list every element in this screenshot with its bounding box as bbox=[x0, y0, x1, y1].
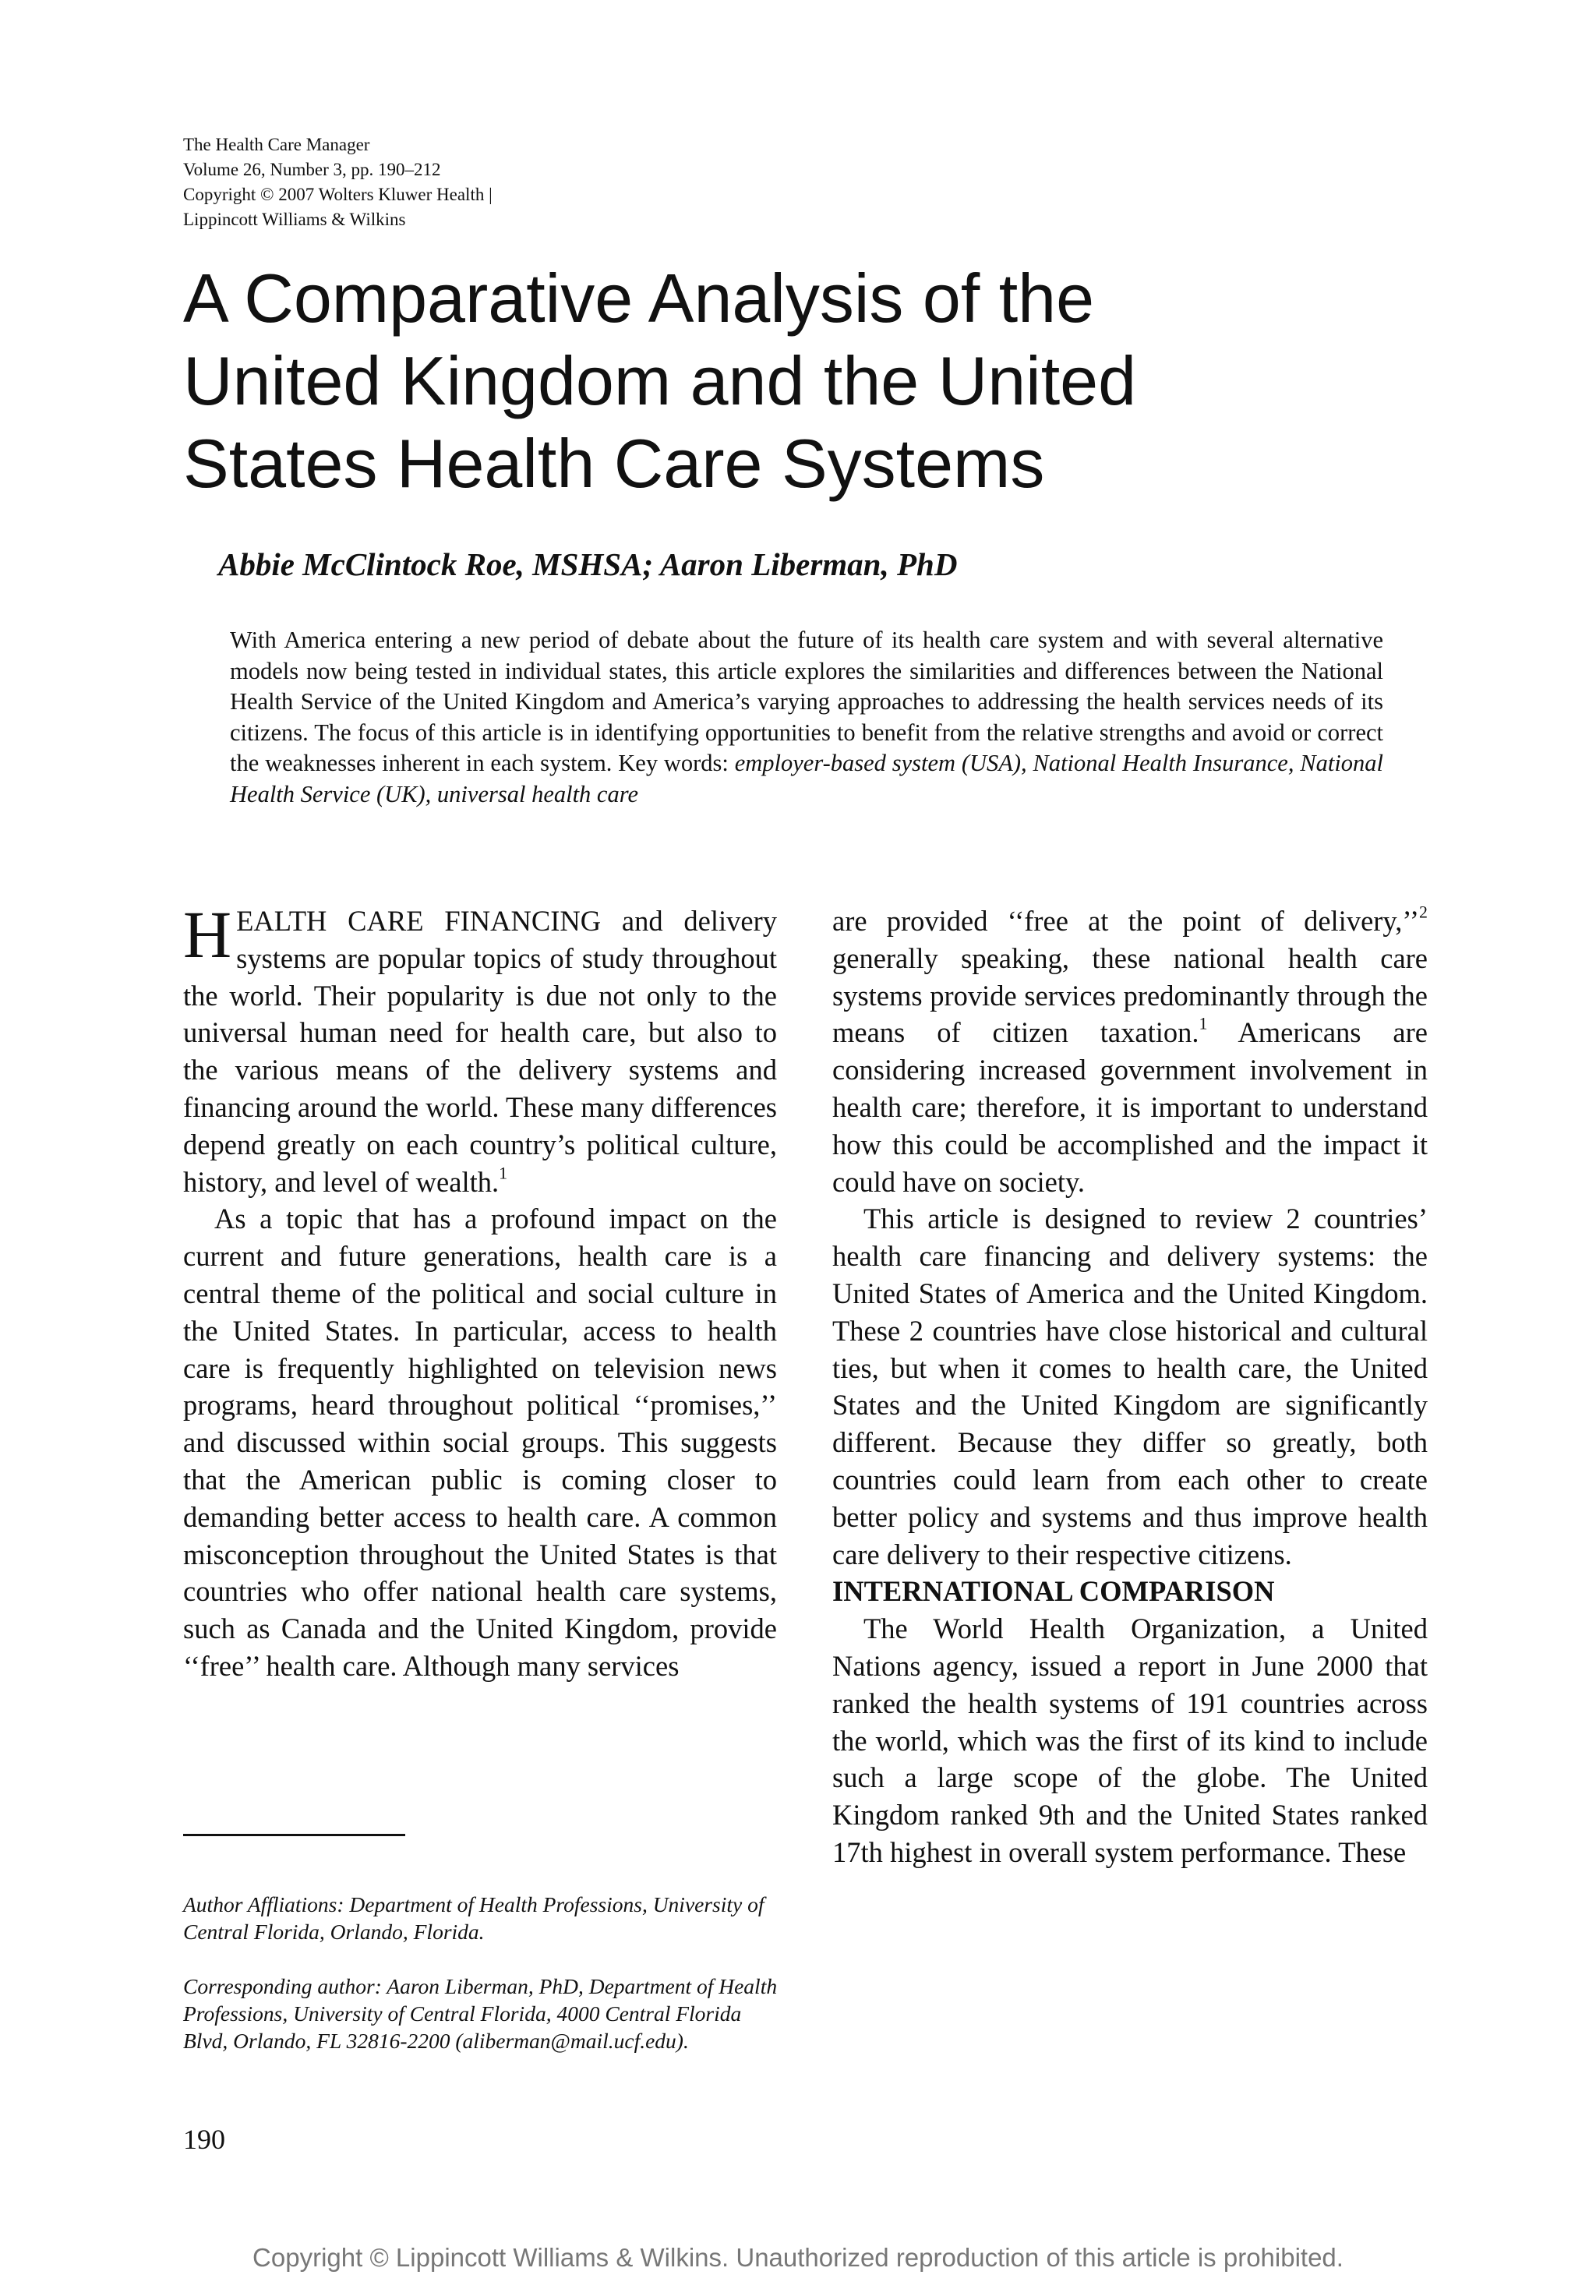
paragraph-5: The World Health Organization, a United Nations agency, issued a report in June 2000 that ranked the health systems of 191 countries across the world, which was the first of its kind to include such a large scope of the globe. The United Kingdom ranked 9th and the United States ranked 17th highest in overall system performance. These bbox=[832, 1612, 1428, 1868]
article-title bbox=[183, 257, 1508, 505]
paragraph-2: As a topic that has a profound impact on the current and future generations, health care is a central theme of the political and social culture in the United States. In particular, access to health care is frequently highlighted on television news programs, heard throughout political ‘‘promises,’’ and discussed within social groups. This suggests that the American public is coming closer to demanding better access to health care. A common misconception throughout the United States is that countries who offer national health care systems, such as Canada and the United Kingdom, provide ‘‘free’’ health care. Although many services bbox=[183, 1203, 777, 1682]
paragraph-intro-text: EALTH CARE FINANCING and delivery systems are popular topics of study throughout the world. Their popularity is due not only to the universal human need for health care, but also to the various means of the delivery systems and financing around the world. These many differences depend greatly on each country’s political culture, history, and level of wealth. bbox=[183, 905, 777, 1198]
journal-copyright: Copyright © 2007 Wolters Kluwer Health | bbox=[183, 185, 493, 204]
footnote-divider bbox=[183, 1834, 405, 1836]
journal-header bbox=[183, 132, 493, 232]
body-column-left bbox=[183, 897, 777, 1685]
citation-ref: 2 bbox=[1419, 902, 1428, 922]
body-column-right bbox=[832, 903, 1428, 1871]
article-authors: Abbie McClintock Roe, MSHSA; Aaron Liberman, PhD bbox=[218, 546, 958, 582]
paragraph-3-text-a: are provided ‘‘free at the point of delivery,’’ bbox=[832, 905, 1420, 937]
paragraph-4: This article is designed to review 2 countries’ health care financing and delivery systems: the United States of America and the United Kingdom. These 2 countries have close historical and cultural ties, but when it comes to health care, the United States and the United Kingdom are significantly different. Because they differ so greatly, both countries could learn from each other to create better policy and systems and thus improve health care delivery to their respective citizens. bbox=[832, 1203, 1428, 1570]
abstract-text: With America entering a new period of debate about the future of its health care system and with several alternative models now being tested in individual states, this article explores the similarities and differences between the National Health Service of the United Kingdom and America’s varying approaches to addressing the health services needs of its citizens. The focus of this article is in identifying opportunities to benefit from the relative strengths and avoid or correct the weaknesses inherent in each system. bbox=[230, 627, 1383, 776]
page-number: 190 bbox=[183, 2124, 225, 2155]
journal-publisher: Lippincott Williams & Wilkins bbox=[183, 210, 406, 229]
citation-ref: 1 bbox=[1199, 1013, 1208, 1033]
corresponding-author: Corresponding author: Aaron Liberman, PhD, Department of Health Professions, University of Central Florida, 4000 Central Florida Blvd, Orlando, FL 32816-2200 (aliberman@mail.ucf.edu). bbox=[183, 1974, 778, 2053]
journal-volume: Volume 26, Number 3, pp. 190–212 bbox=[183, 160, 441, 179]
title-line-2: United Kingdom and the United bbox=[183, 342, 1137, 419]
paragraph-3-text-c: Americans are considering increased government involvement in health care; therefore, it is important to understand how this could be accomplished and the impact it could have on society. bbox=[832, 1016, 1428, 1198]
title-line-3: States Health Care Systems bbox=[183, 425, 1045, 502]
paragraph-intro bbox=[183, 897, 777, 1200]
footnotes bbox=[183, 1891, 791, 2082]
title-line-1: A Comparative Analysis of the bbox=[183, 260, 1095, 337]
footer-copyright: Copyright © Lippincott Williams & Wilkins. Unauthorized reproduction of this article is prohibited. bbox=[252, 2243, 1344, 2272]
paragraph-3 bbox=[832, 903, 1428, 1200]
journal-name: The Health Care Manager bbox=[183, 135, 370, 154]
paragraph-3-text-b: generally speaking, these national health care systems provide services predominantly through the means of citizen taxation. bbox=[832, 941, 1428, 1049]
keywords: employer-based system (USA), National Health Insurance, National Health Service (UK), universal health care bbox=[230, 750, 1384, 807]
author-affiliations: Author Affliations: Department of Health Professions, University of Central Florida, Orlando, Florida. bbox=[183, 1892, 764, 1944]
abstract bbox=[230, 625, 1383, 810]
drop-cap: H bbox=[183, 897, 232, 972]
citation-ref: 1 bbox=[499, 1163, 508, 1183]
keywords-label: Key words: bbox=[618, 750, 729, 776]
section-heading: INTERNATIONAL COMPARISON bbox=[832, 1575, 1275, 1608]
